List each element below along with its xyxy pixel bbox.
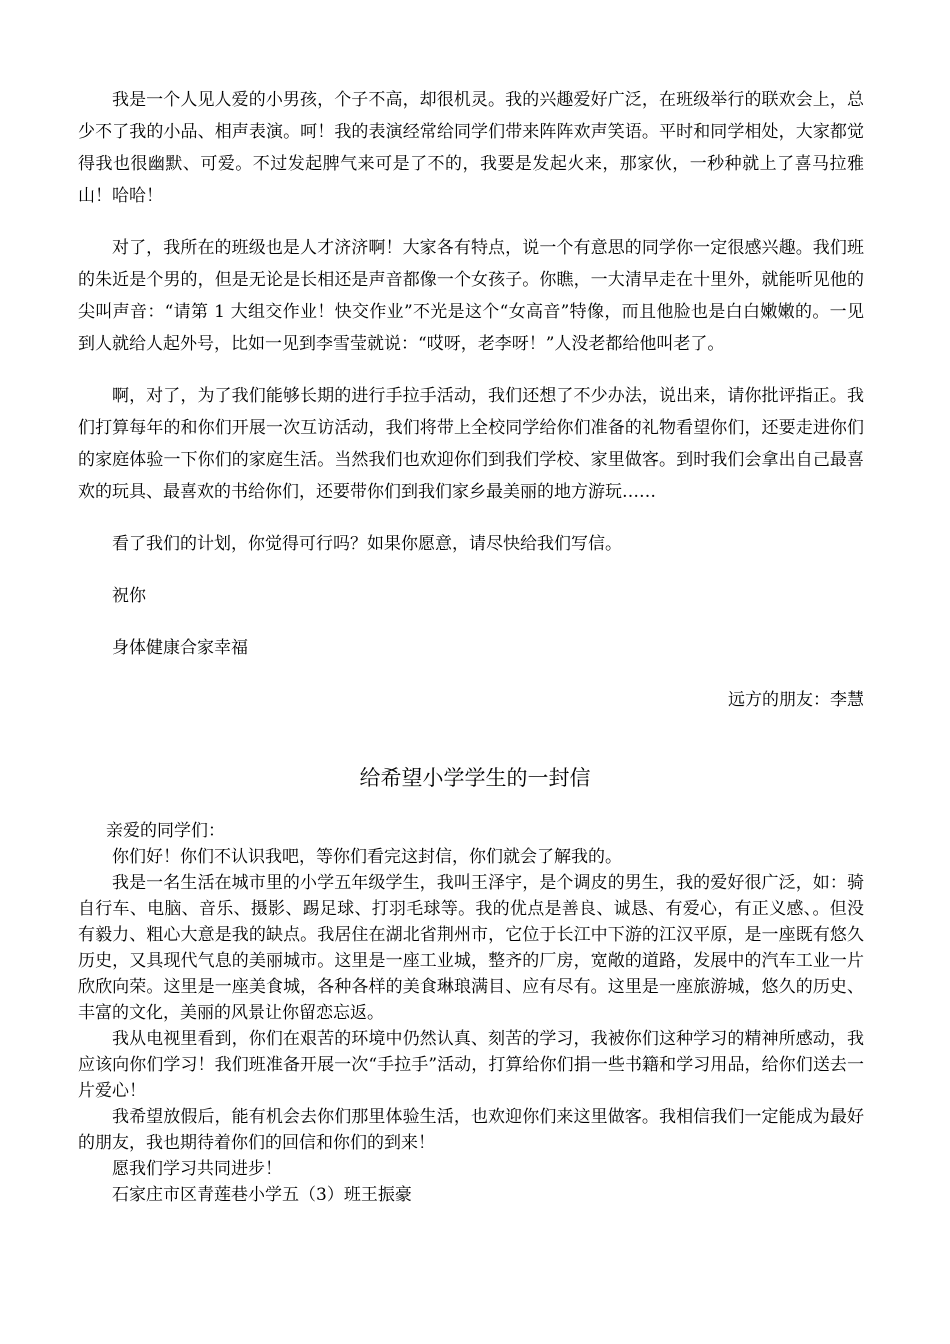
letter-one-paragraph-1: 我是一个人见人爱的小男孩，个子不高，却很机灵。我的兴趣爱好广泛，在班级举行的联欢会上，总少不了我的小品、相声表演。呵！我的表演经常给同学们带来阵阵欢声笑语。平时和同学相处，大家都觉得我也很幽默、可爱。不过发起脾气来可是了不的，我要是发起火来，那家伙，一秒种就上了喜马拉雅山！哈哈！: [78, 90, 864, 206]
letter-one: [78, 84, 864, 716]
letter-two-paragraph-4: 我希望放假后，能有机会去你们那里体验生活，也欢迎你们来这里做客。我相信我们一定能成为最好的朋友，我也期待着你们的回信和你们的到来！: [78, 1107, 864, 1153]
letter-two-paragraph-1: 你们好！你们不认识我吧，等你们看完这封信，你们就会了解我的。: [112, 847, 622, 867]
letter-two-salutation: 亲爱的同学们：: [106, 821, 225, 841]
letter-two-signature: 石家庄市区青莲巷小学五（3）班王振豪: [112, 1185, 412, 1205]
letter-one-closing-wish: 身体健康合家幸福: [112, 638, 248, 658]
letter-one-paragraph-3: 啊，对了，为了我们能够长期的进行手拉手活动，我们还想了不少办法，说出来，请你批评指正。我们打算每年的和你们开展一次互访活动，我们将带上全校同学给你们准备的礼物看望你们，还要走进你们的家庭体验一下你们的家庭生活。当然我们也欢迎你们到我们学校、家里做客。到时我们会拿出自己最喜欢的玩具、最喜欢的书给你们，还要带你们到我们家乡最美丽的地方游玩……: [78, 386, 864, 502]
letter-two-wish: 愿我们学习共同进步！: [112, 1159, 282, 1179]
letter-one-paragraph-2: 对了，我所在的班级也是人才济济啊！大家各有特点，说一个有意思的同学你一定很感兴趣。我们班的朱近是个男的，但是无论是长相还是声音都像一个女孩子。你瞧，一大清早走在十里外，就能听见他的尖叫声音：“请第 1 大组交作业！快交作业”不光是这个“女高音”特像，而且他脸也是白白嫩嫩的。一见到人就给人起外号，比如一见到李雪莹就说：“哎呀，老李呀！”人没老都给他叫老了。: [78, 238, 864, 354]
letter-two-paragraph-3: 我从电视里看到，你们在艰苦的环境中仍然认真、刻苦的学习，我被你们这种学习的精神所感动，我应该向你们学习！我们班准备开展一次“手拉手”活动，打算给你们捐一些书籍和学习用品，给你们送去一片爱心！: [78, 1029, 864, 1101]
letter-one-closing-greeting: 祝你: [112, 586, 146, 606]
letter-one-signature: 远方的朋友：李慧: [728, 690, 864, 710]
letter-one-paragraph-4: 看了我们的计划，你觉得可行吗？如果你愿意，请尽快给我们写信。: [112, 534, 622, 554]
letter-two-title: 给希望小学学生的一封信: [359, 766, 591, 790]
letter-two: [78, 818, 864, 1208]
letter-two-paragraph-2: 我是一名生活在城市里的小学五年级学生，我叫王泽宇，是个调皮的男生，我的爱好很广泛，如：骑自行车、电脑、音乐、摄影、踢足球、打羽毛球等。我的优点是善良、诚恳、有爱心，有正义感、。但没有毅力、粗心大意是我的缺点。我居住在湖北省荆州市，它位于长江中下游的江汉平原，是一座既有悠久历史，又具现代气息的美丽城市。这里是一座工业城，整齐的厂房，宽敞的道路，发展中的汽车工业一片欣欣向荣。这里是一座美食城，各种各样的美食琳琅满目、应有尽有。这里是一座旅游城，悠久的历史、丰富的文化，美丽的风景让你留恋忘返。: [78, 873, 864, 1023]
